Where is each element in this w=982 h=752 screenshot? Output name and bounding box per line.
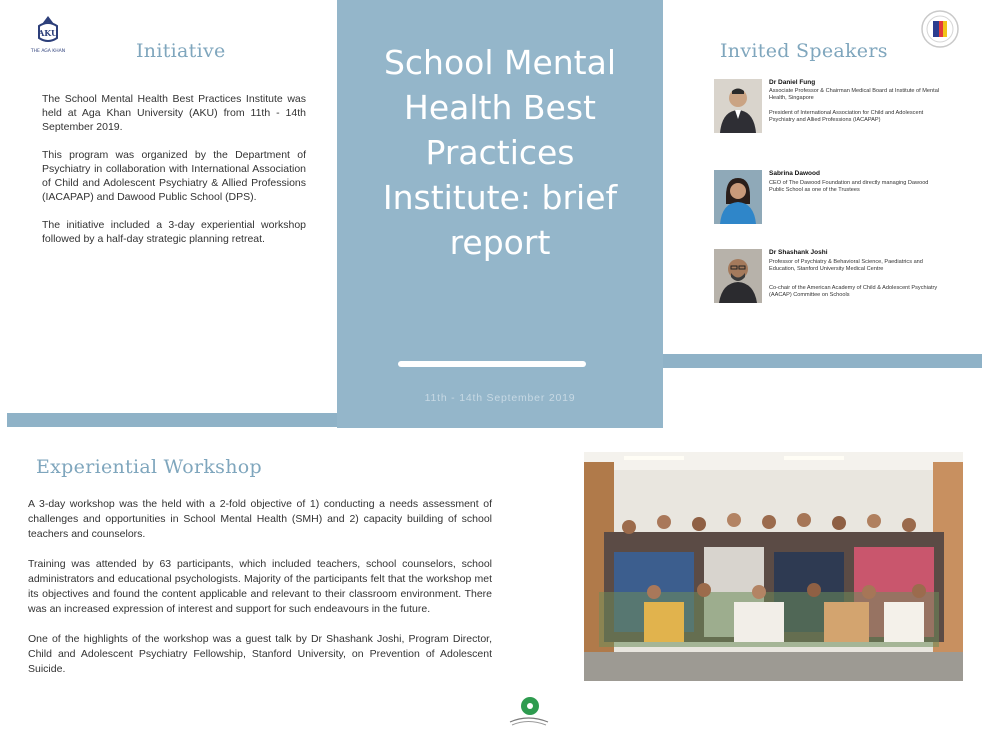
speaker-photo-icon bbox=[714, 79, 762, 133]
speaker-photo-icon bbox=[714, 249, 762, 303]
left-accent-band bbox=[7, 413, 337, 427]
workshop-heading: Experiential Workshop bbox=[36, 456, 262, 478]
initiative-paragraph: The initiative included a 3-day experiential workshop followed by a half-day strategic planning retreat. bbox=[42, 219, 306, 245]
speaker-name: Dr Shashank Joshi bbox=[769, 249, 828, 256]
partner-seal-icon bbox=[920, 9, 960, 49]
speaker-description: Professor of Psychiatry & Behavioral Science, Paediatrics and Education, Stanford University Medical Centre bbox=[769, 259, 923, 272]
aku-logo-caption: THE AGA KHAN bbox=[30, 49, 66, 54]
speaker-description: Associate Professor & Chairman Medical Board at Institute of Mental Health, Singapore bbox=[769, 88, 940, 101]
report-title: School Mental Health Best Practices Institute: brief report bbox=[382, 43, 618, 262]
aku-logo-text: AKU bbox=[38, 28, 58, 38]
title-divider bbox=[398, 361, 586, 367]
speakers-heading: Invited Speakers bbox=[720, 40, 888, 62]
speaker-description: CEO of The Dawood Foundation and directly managing Dawood Public School as one of the Trustees bbox=[769, 180, 929, 193]
right-accent-band bbox=[663, 354, 982, 368]
speaker-description-secondary: President of International Association for Child and Adolescent Psychiatry and Allied Professions (IACAPAP) bbox=[769, 110, 924, 123]
aku-logo-icon bbox=[30, 14, 66, 56]
speaker-name: Dr Daniel Fung bbox=[769, 79, 816, 86]
event-date: 11th - 14th September 2019 bbox=[424, 392, 576, 404]
speaker-description-secondary: Co-chair of the American Academy of Child & Adolescent Psychiatry (AACAP) Committee on Schools bbox=[769, 285, 938, 298]
initiative-paragraph: The School Mental Health Best Practices Institute was held at Aga Khan University (AKU) from 11th - 14th September 2019. bbox=[42, 93, 306, 133]
group-photo-icon bbox=[584, 452, 963, 681]
workshop-paragraph: One of the highlights of the workshop was a guest talk by Dr Shashank Joshi, Program Director, Child and Adolescent Psychiatry Fellowship, Stanford University, on Prevention of Adolescent Suicide. bbox=[28, 633, 492, 675]
speaker-name: Sabrina Dawood bbox=[769, 170, 820, 177]
initiative-heading: Initiative bbox=[136, 40, 226, 62]
speaker-photo-icon bbox=[714, 170, 762, 224]
initiative-body bbox=[42, 92, 306, 260]
footer-logo-icon bbox=[504, 694, 552, 728]
workshop-paragraph: Training was attended by 63 participants, which included teachers, school counselors, school administrators and educational psychologists. Majority of the participants felt that the workshop met its objectives and found the content applicable and relevant to their classroom environment. There was an increased expression of interest and support for such endeavours in the future. bbox=[28, 558, 492, 615]
initiative-paragraph: This program was organized by the Department of Psychiatry in collaboration with International Association of Child and Adolescent Psychiatry & Allied Professions (IACAPAP) and Dawood Public School (DPS). bbox=[42, 149, 306, 203]
workshop-paragraph: A 3-day workshop was the held with a 2-fold objective of 1) conducting a needs assessment of challenges and opportunities in School Mental Health (SMH) and 2) capacity building of school teachers and counselors. bbox=[28, 498, 492, 540]
workshop-body bbox=[28, 497, 492, 692]
